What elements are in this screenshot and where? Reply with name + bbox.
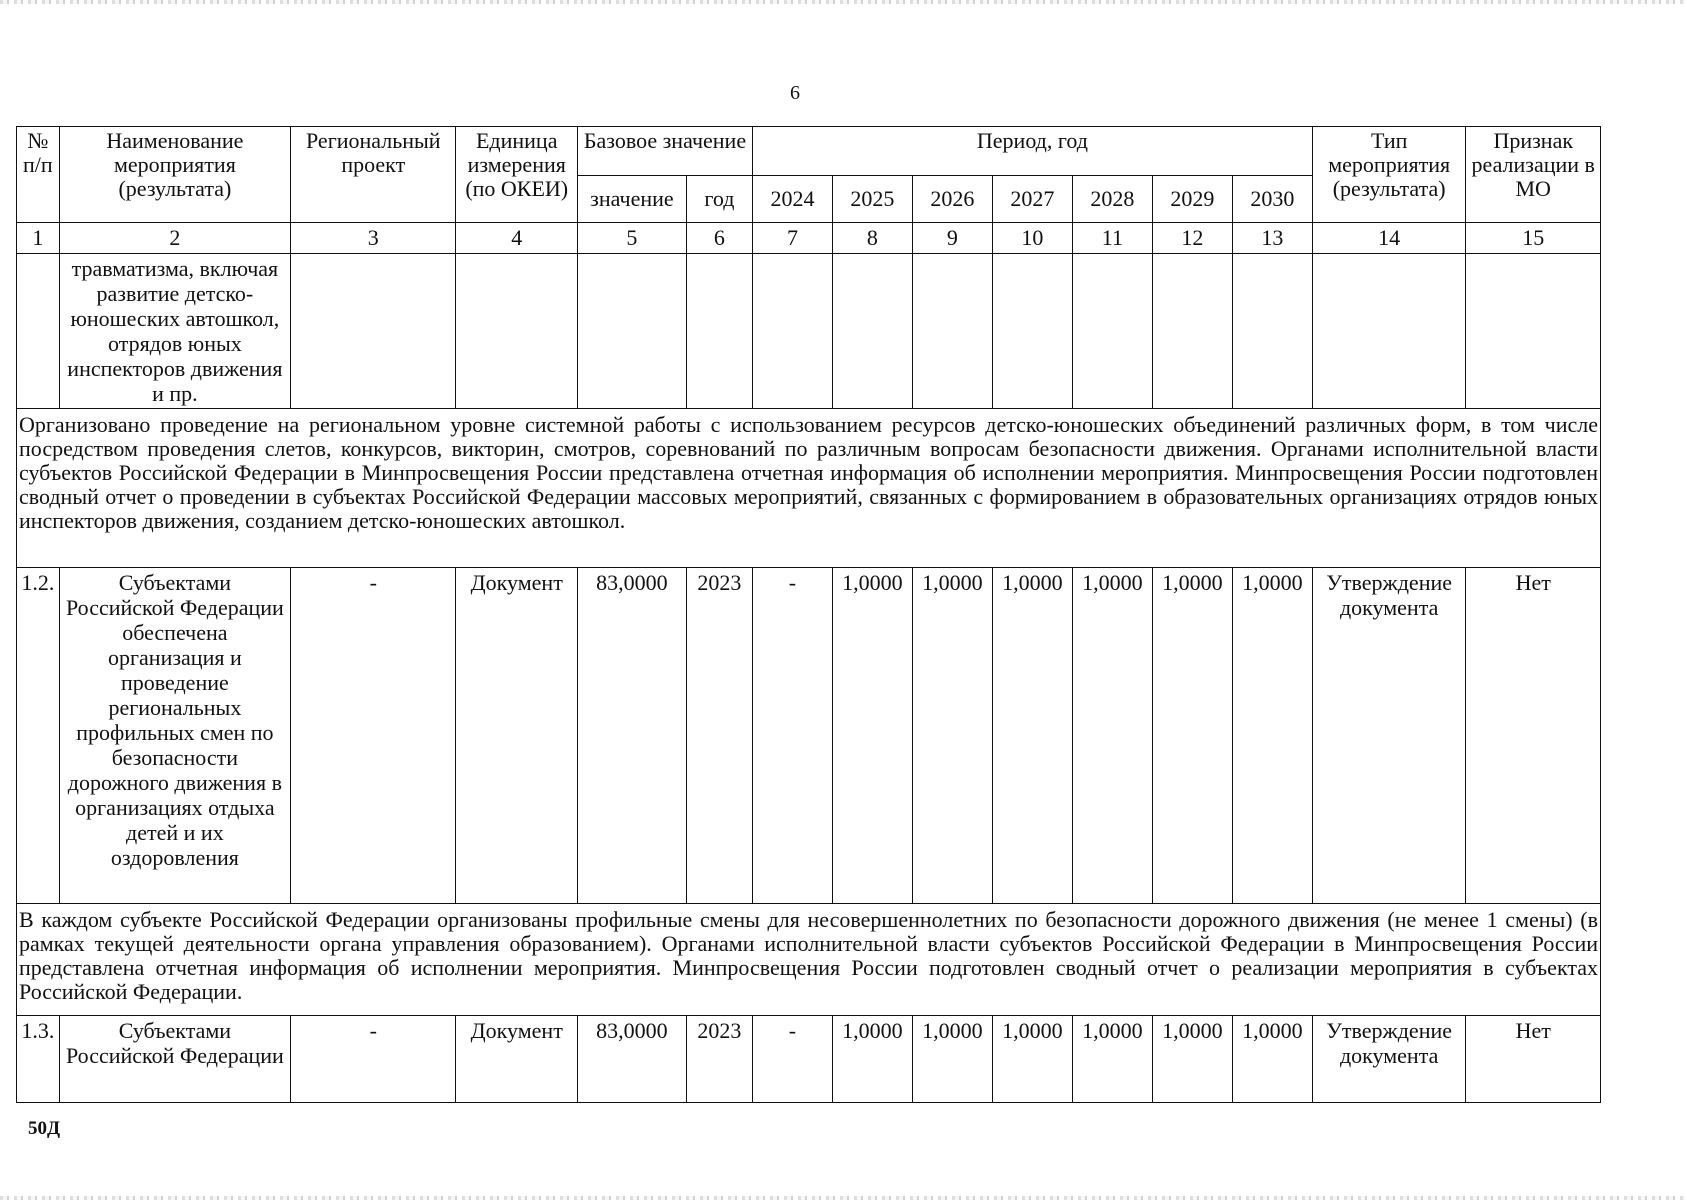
header-unit: Единица измерения (по ОКЕИ) <box>456 127 578 223</box>
empty-cell <box>752 254 832 409</box>
column-number: 14 <box>1312 223 1466 254</box>
column-number: 5 <box>578 223 687 254</box>
column-number: 11 <box>1072 223 1152 254</box>
value-2028: 1,0000 <box>1072 568 1152 904</box>
empty-cell <box>17 254 60 409</box>
empty-cell <box>1152 254 1232 409</box>
table-row <box>17 568 1601 904</box>
description-row <box>17 904 1601 1016</box>
activity-name: травматизма, включая развитие детско- юношеских автошкол, отрядов юных инспекторов движения и пр. <box>59 254 290 409</box>
empty-cell <box>1232 254 1312 409</box>
empty-cell <box>686 254 752 409</box>
header-project: Региональный проект <box>291 127 456 223</box>
activity-description: В каждом субъекте Российской Федерации организованы профильные смены для несовершеннолетних по безопасности дорожного движения (не менее 1 смены) (в рамках текущей деятельности органа управления образованием). Органами исполнительной власти субъектов Российской Федерации в Минпросвещения России представлена отчетная информация об исполнении мероприятия. Минпросвещения России подготовлен сводный отчет о реализации мероприятия в субъектах Российской Федерации. <box>17 904 1601 1016</box>
empty-cell <box>1466 254 1601 409</box>
header-period: Период, год <box>752 127 1312 176</box>
activity-type: Утверждение документа <box>1312 568 1466 904</box>
header-name: Наименование мероприятия (результата) <box>59 127 290 223</box>
column-number: 7 <box>752 223 832 254</box>
column-number: 8 <box>832 223 912 254</box>
value-2029: 1,0000 <box>1152 1016 1232 1103</box>
empty-cell <box>291 254 456 409</box>
implementation-flag: Нет <box>1466 1016 1601 1103</box>
column-number: 12 <box>1152 223 1232 254</box>
empty-cell <box>578 254 687 409</box>
base-year: 2023 <box>686 568 752 904</box>
unit: Документ <box>456 568 578 904</box>
column-number: 9 <box>912 223 992 254</box>
activity-name: Субъектами Российской Федерации обеспечена организация и проведение региональных профильных смен по безопасности дорожного движения в организациях отдыха детей и их оздоровления <box>59 568 290 904</box>
empty-cell <box>912 254 992 409</box>
header-base-year: год <box>686 176 752 223</box>
page-number: 6 <box>790 82 800 104</box>
base-year: 2023 <box>686 1016 752 1103</box>
value-2027: 1,0000 <box>992 1016 1072 1103</box>
empty-cell <box>832 254 912 409</box>
header-year-2026: 2026 <box>912 176 992 223</box>
table-row <box>17 1016 1601 1103</box>
empty-cell <box>456 254 578 409</box>
activity-name: Субъектами Российской Федерации <box>59 1016 290 1103</box>
value-2027: 1,0000 <box>992 568 1072 904</box>
column-number: 1 <box>17 223 60 254</box>
activity-type: Утверждение документа <box>1312 1016 1466 1103</box>
empty-cell <box>1312 254 1466 409</box>
column-number: 3 <box>291 223 456 254</box>
column-number: 4 <box>456 223 578 254</box>
regional-project: - <box>291 568 456 904</box>
value-2025: 1,0000 <box>832 568 912 904</box>
value-2026: 1,0000 <box>912 1016 992 1103</box>
value-2024: - <box>752 1016 832 1103</box>
value-2030: 1,0000 <box>1232 568 1312 904</box>
scan-edge-top <box>0 0 1686 4</box>
value-2028: 1,0000 <box>1072 1016 1152 1103</box>
base-value: 83,0000 <box>578 1016 687 1103</box>
value-2026: 1,0000 <box>912 568 992 904</box>
value-2029: 1,0000 <box>1152 568 1232 904</box>
header-flag: Признак реализации в МО <box>1466 127 1601 223</box>
header-year-2024: 2024 <box>752 176 832 223</box>
description-row <box>17 409 1601 568</box>
header-num: № п/п <box>17 127 60 223</box>
header-year-2029: 2029 <box>1152 176 1232 223</box>
header-base-value: значение <box>578 176 687 223</box>
value-2025: 1,0000 <box>832 1016 912 1103</box>
footer-code: 50Д <box>28 1118 61 1139</box>
value-2024: - <box>752 568 832 904</box>
activities-table <box>16 126 1601 1103</box>
empty-cell <box>1072 254 1152 409</box>
base-value: 83,0000 <box>578 568 687 904</box>
header-year-2030: 2030 <box>1232 176 1312 223</box>
header-base: Базовое значение <box>578 127 753 176</box>
header-year-2025: 2025 <box>832 176 912 223</box>
column-number: 6 <box>686 223 752 254</box>
column-number: 13 <box>1232 223 1312 254</box>
empty-cell <box>992 254 1072 409</box>
header-row-1 <box>17 127 1601 176</box>
header-year-2028: 2028 <box>1072 176 1152 223</box>
column-number: 2 <box>59 223 290 254</box>
regional-project: - <box>291 1016 456 1103</box>
implementation-flag: Нет <box>1466 568 1601 904</box>
column-number: 10 <box>992 223 1072 254</box>
column-number: 15 <box>1466 223 1601 254</box>
activity-description: Организовано проведение на региональном уровне системной работы с использованием ресурсов детско-юношеских объединений различных форм, в том числе посредством проведения слетов, конкурсов, викторин, смотров, соревнований по различным вопросам безопасности движения. Органами исполнительной власти субъектов Российской Федерации в Минпросвещения России представлена отчетная информация об исполнении мероприятия. Минпросвещения России подготовлен сводный отчет о проведении в субъектах Российской Федерации массовых мероприятий, связанных с формированием в образовательных организациях отрядов юных инспекторов движения, созданием детско-юношеских автошкол. <box>17 409 1601 568</box>
value-2030: 1,0000 <box>1232 1016 1312 1103</box>
table-row-continuation <box>17 254 1601 409</box>
row-number: 1.2. <box>17 568 60 904</box>
header-type: Тип мероприятия (результата) <box>1312 127 1466 223</box>
column-number-row <box>17 223 1601 254</box>
header-year-2027: 2027 <box>992 176 1072 223</box>
unit: Документ <box>456 1016 578 1103</box>
row-number: 1.3. <box>17 1016 60 1103</box>
scan-edge-bottom <box>0 1196 1686 1200</box>
